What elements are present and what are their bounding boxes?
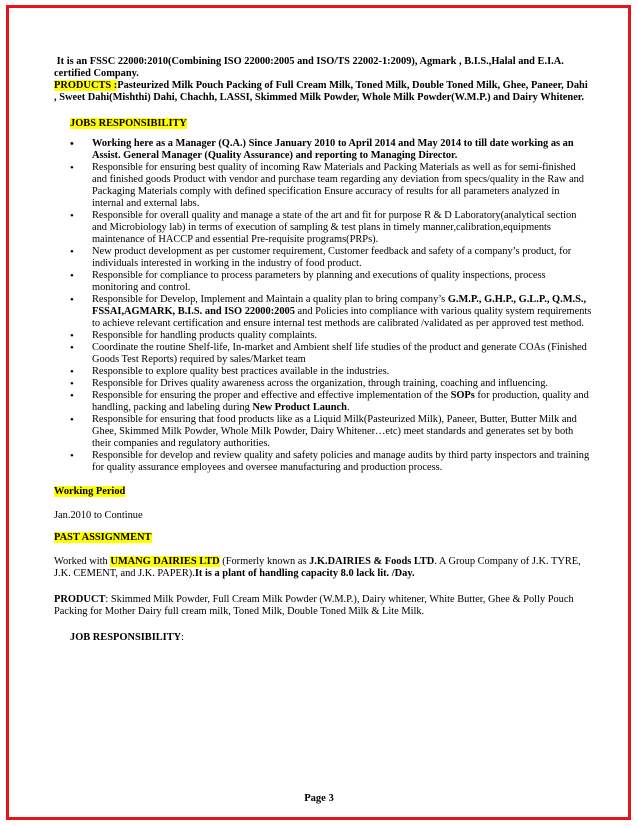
former-company-name: J.K.DAIRIES & Foods LTD: [309, 556, 435, 567]
plant-capacity: It is a plant of handling capacity 8.0 lack lit. /Day.: [194, 568, 415, 579]
list-item: • Responsible for ensuring that food products like as a Liquid Milk(Pasteurized Milk), Paneer, Butter, Butter Milk and Ghee, Skimmed Milk Powder, Whole Milk Powder, Dairy Whitener…etc) meet standards and generates set by both their companies and regulatory authorities.: [92, 414, 592, 450]
products-paragraph: [54, 80, 592, 104]
list-item: • Responsible for Drives quality awareness across the organization, through training, coaching and influencing.: [92, 378, 592, 390]
list-item: • Responsible for compliance to process parameters by planning and executions of quality inspections, process monitoring and control.: [92, 270, 592, 294]
list-item: • Working here as a Manager (Q.A.) Since January 2010 to April 2014 and May 2014 to till date working as an Assist. General Manager (Quality Assurance) and reporting to Managing Director.: [92, 138, 592, 162]
list-item: • Responsible to explore quality best practices available in the industries.: [92, 366, 592, 378]
past-assignment-paragraph: Worked with UMANG DAIRIES LTD (Formerly known as J.K.DAIRIES & Foods LTD. A Group Company of J.K. TYRE, J.K. CEMENT, and J.K. PAPER).It is a plant of handling capacity 8.0 lack lit. /Day.: [54, 556, 581, 579]
document-body: [54, 56, 592, 644]
list-item: • Responsible for Develop, Implement and Maintain a quality plan to bring company’s G.M.P., G.H.P., G.L.P., Q.M.S., FSSAI,AGMARK, B.I.S. and ISO 22000:2005 and Policies into compliance with various quality system requirements to achieve relevant certification and ensure internal test methods are calibrated /validated as per approved test method.: [92, 294, 592, 330]
list-item: • Responsible for handling products quality complaints.: [92, 330, 592, 342]
products-text: Pasteurized Milk Pouch Packing of Full Cream Milk, Toned Milk, Double Toned Milk, Ghee, Paneer, Dahi , Sweet Dahi(Mishthi) Dahi, Chachh, LASSI, Skimmed Milk Powder, Whole Milk Powder(W.M.P.) and Dairy Whitener.: [54, 80, 588, 103]
jobs-responsibility-heading: JOBS RESPONSIBILITY: [70, 118, 187, 129]
past-assignment-heading: PAST ASSIGNMENT: [54, 532, 152, 543]
list-item: • Responsible for overall quality and manage a state of the art and fit for purpose R & D Laboratory(analytical section and Microbiology lab) in terms of execution of sampling & test plans in timely manner,calibration,equipments maintenance of HACCP and essential Pre-requisite programs(PRPs).: [92, 210, 592, 246]
working-period-value: Jan.2010 to Continue: [54, 510, 143, 521]
working-period-heading: Working Period: [54, 486, 126, 497]
product-paragraph: PRODUCT: Skimmed Milk Powder, Full Cream Milk Powder (W.M.P.), Dairy whitener, White Butter, Ghee & Polly Pouch Packing for Mother Dairy full cream milk, Toned Milk, Double Toned Milk & Lite Milk.: [54, 594, 574, 617]
company-name: UMANG DAIRIES LTD: [110, 556, 220, 567]
responsibility-list: [54, 138, 592, 474]
job-responsibility-heading: JOB RESPONSIBILITY:: [70, 632, 185, 643]
list-item: • Responsible for develop and review quality and safety policies and manage audits by third party inspectors and training for quality assurance employees and oversee manufacturing and production process.: [92, 450, 592, 474]
products-label: PRODUCTS :: [54, 80, 118, 91]
certification-text: It is an FSSC 22000:2010(Combining ISO 22000:2005 and ISO/TS 22002-1:2009), Agmark , B.I.S.,Halal and E.I.A. certified Company.: [54, 56, 564, 79]
list-item: • Responsible for ensuring the proper and effective and effective implementation of the SOPs for production, quality and handling, packing and labeling during New Product Launch.: [92, 390, 592, 414]
list-item: • New product development as per customer requirement, Customer feedback and safety of a company’s product, for individuals interested in working in the industry of food product.: [92, 246, 592, 270]
list-item: • Coordinate the routine Shelf-life, In-market and Ambient shelf life studies of the product and generate COAs (Finished Goods Test Reports) required by sales/Market team: [92, 342, 592, 366]
company-certification: [54, 56, 592, 80]
page-number: Page 3: [304, 793, 334, 804]
product-label: PRODUCT: [54, 594, 106, 605]
list-item: • Responsible for ensuring best quality of incoming Raw Materials and Packing Materials as well as for semi-finished and finished goods Product with vendor and purchase team regarding any deviation from specs/quality in the Raw and Packaging Materials comply with defined specification Ensure accuracy of results for all parameters analyzed in internal and external labs.: [92, 162, 592, 210]
